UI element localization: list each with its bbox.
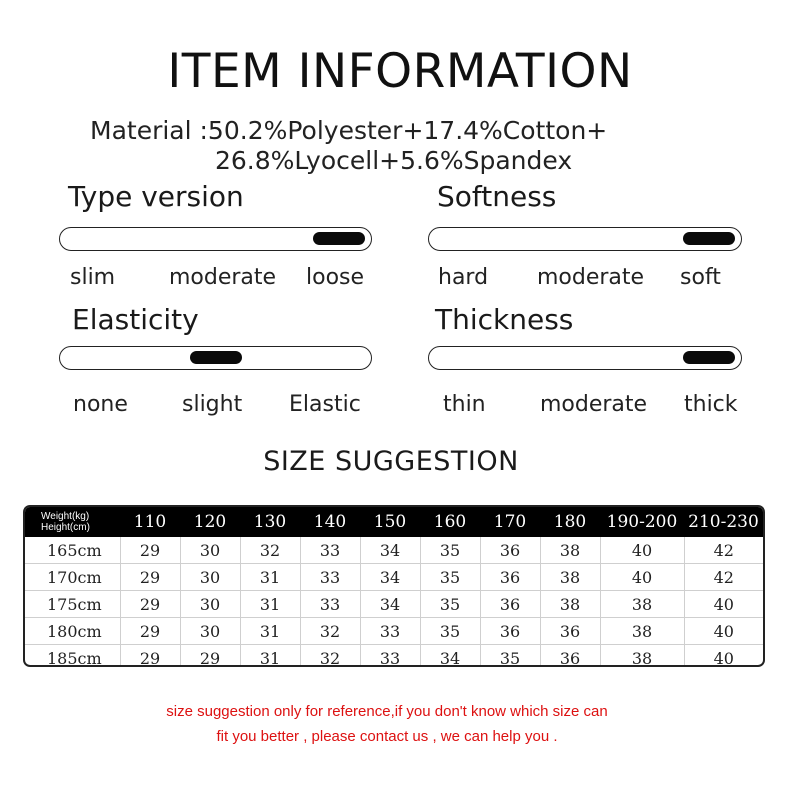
- size-cell: 40: [713, 648, 734, 667]
- size-cell: 30: [180, 618, 240, 645]
- elasticity-indicator: [190, 351, 242, 364]
- size-cell: 33: [360, 618, 420, 645]
- height-cell: 185cm: [25, 645, 120, 668]
- size-cell: 29: [180, 645, 240, 668]
- size-cell: 34: [420, 645, 480, 668]
- size-cell: 36: [480, 618, 540, 645]
- size-cell: 31: [240, 618, 300, 645]
- size-cell: 29: [120, 645, 180, 668]
- weight-header: 180: [540, 507, 600, 537]
- table-row: [25, 591, 763, 618]
- height-cell: 170cm: [25, 564, 120, 591]
- size-cell: 35: [420, 618, 480, 645]
- size-cell: 29: [120, 591, 180, 618]
- elasticity-label-mid: slight: [182, 392, 243, 417]
- table-row: [25, 618, 763, 645]
- height-cell: 175cm: [25, 591, 120, 618]
- elasticity-title: Elasticity: [72, 303, 199, 336]
- weight-header: 170: [480, 507, 540, 537]
- size-cell: 38: [600, 618, 684, 645]
- type-version-label-mid: moderate: [169, 265, 277, 290]
- size-cell: 42: [684, 564, 763, 591]
- size-cell: 40: [600, 564, 684, 591]
- weight-header: 150: [360, 507, 420, 537]
- material-line-1: Material :50.2%Polyester+17.4%Cotton+: [90, 116, 608, 145]
- weight-header: 110: [120, 507, 180, 537]
- type-version-label-high: loose: [306, 265, 365, 290]
- page-title: ITEM INFORMATION: [167, 44, 633, 99]
- weight-header: 190-200: [600, 507, 684, 537]
- size-cell: 38: [540, 564, 600, 591]
- size-cell: 33: [300, 591, 360, 618]
- type-version-label-low: slim: [70, 265, 116, 290]
- thickness-title: Thickness: [435, 303, 574, 336]
- size-suggestion-title: SIZE SUGGESTION: [263, 446, 519, 477]
- height-cell: 165cm: [25, 537, 120, 564]
- size-cell: 38: [600, 645, 684, 668]
- weight-header: 120: [180, 507, 240, 537]
- size-cell: 40: [684, 618, 763, 645]
- softness-bar: [428, 227, 742, 251]
- weight-header: 130: [240, 507, 300, 537]
- size-cell: 38: [540, 537, 600, 564]
- size-cell: 29: [120, 618, 180, 645]
- size-cell: 36: [480, 591, 540, 618]
- thickness-label-high: thick: [684, 392, 738, 417]
- thickness-label-mid: moderate: [540, 392, 648, 417]
- type-version-indicator: [313, 232, 365, 245]
- size-cell: 30: [180, 591, 240, 618]
- size-cell: 30: [180, 537, 240, 564]
- size-note-line-1: size suggestion only for reference,if you don't know which size can: [166, 703, 608, 720]
- elasticity-bar: [59, 346, 372, 370]
- size-cell: 36: [480, 537, 540, 564]
- size-cell: 30: [180, 564, 240, 591]
- thickness-indicator: [683, 351, 735, 364]
- size-cell: 29: [120, 564, 180, 591]
- size-cell: 31: [240, 645, 300, 668]
- size-cell: 36: [540, 645, 600, 668]
- size-cell: 38: [540, 591, 600, 618]
- size-cell: 36: [480, 564, 540, 591]
- size-cell: 33: [300, 564, 360, 591]
- size-cell: 35: [420, 537, 480, 564]
- thickness-bar: [428, 346, 742, 370]
- size-cell: 32: [240, 537, 300, 564]
- size-cell: 35: [480, 645, 540, 668]
- size-cell: 34: [360, 564, 420, 591]
- softness-indicator: [683, 232, 735, 245]
- size-cell: 31: [240, 591, 300, 618]
- size-cell: 29: [120, 537, 180, 564]
- size-cell: 38: [600, 591, 684, 618]
- weight-header: 140: [300, 507, 360, 537]
- type-version-title: Type version: [68, 180, 244, 213]
- size-cell: 40: [684, 591, 763, 618]
- size-cell: 33: [300, 537, 360, 564]
- size-cell: 36: [540, 618, 600, 645]
- softness-label-low: hard: [438, 265, 489, 290]
- height-cell: 180cm: [25, 618, 120, 645]
- table-row: [25, 537, 763, 564]
- size-cell: 34: [360, 591, 420, 618]
- thickness-label-low: thin: [443, 392, 486, 417]
- size-cell: 32: [300, 618, 360, 645]
- size-cell: 33: [360, 645, 420, 668]
- size-cell: 35: [420, 591, 480, 618]
- softness-label-mid: moderate: [537, 265, 645, 290]
- softness-label-high: soft: [680, 265, 721, 290]
- height-axis-label: Height(cm): [41, 522, 90, 533]
- size-cell: 40: [600, 537, 684, 564]
- softness-title: Softness: [437, 180, 557, 213]
- elasticity-label-high: Elastic: [289, 392, 361, 417]
- size-cell: 32: [300, 645, 360, 668]
- type-version-bar: [59, 227, 372, 251]
- size-table-corner: [25, 507, 120, 537]
- size-cell: 35: [420, 564, 480, 591]
- size-cell: 42: [684, 537, 763, 564]
- weight-axis-label: Weight(kg): [41, 511, 90, 522]
- size-cell: 34: [360, 537, 420, 564]
- weight-header: 160: [420, 507, 480, 537]
- size-note-line-2: fit you better , please contact us , we can help you .: [216, 728, 558, 745]
- table-row: [25, 564, 763, 591]
- elasticity-label-low: none: [73, 392, 128, 417]
- size-table-header: [25, 507, 763, 537]
- size-cell: 31: [240, 564, 300, 591]
- table-row: [25, 645, 763, 668]
- size-table: [23, 505, 765, 667]
- weight-header: 210-230: [684, 507, 763, 537]
- material-line-2: 26.8%Lyocell+5.6%Spandex: [215, 146, 573, 175]
